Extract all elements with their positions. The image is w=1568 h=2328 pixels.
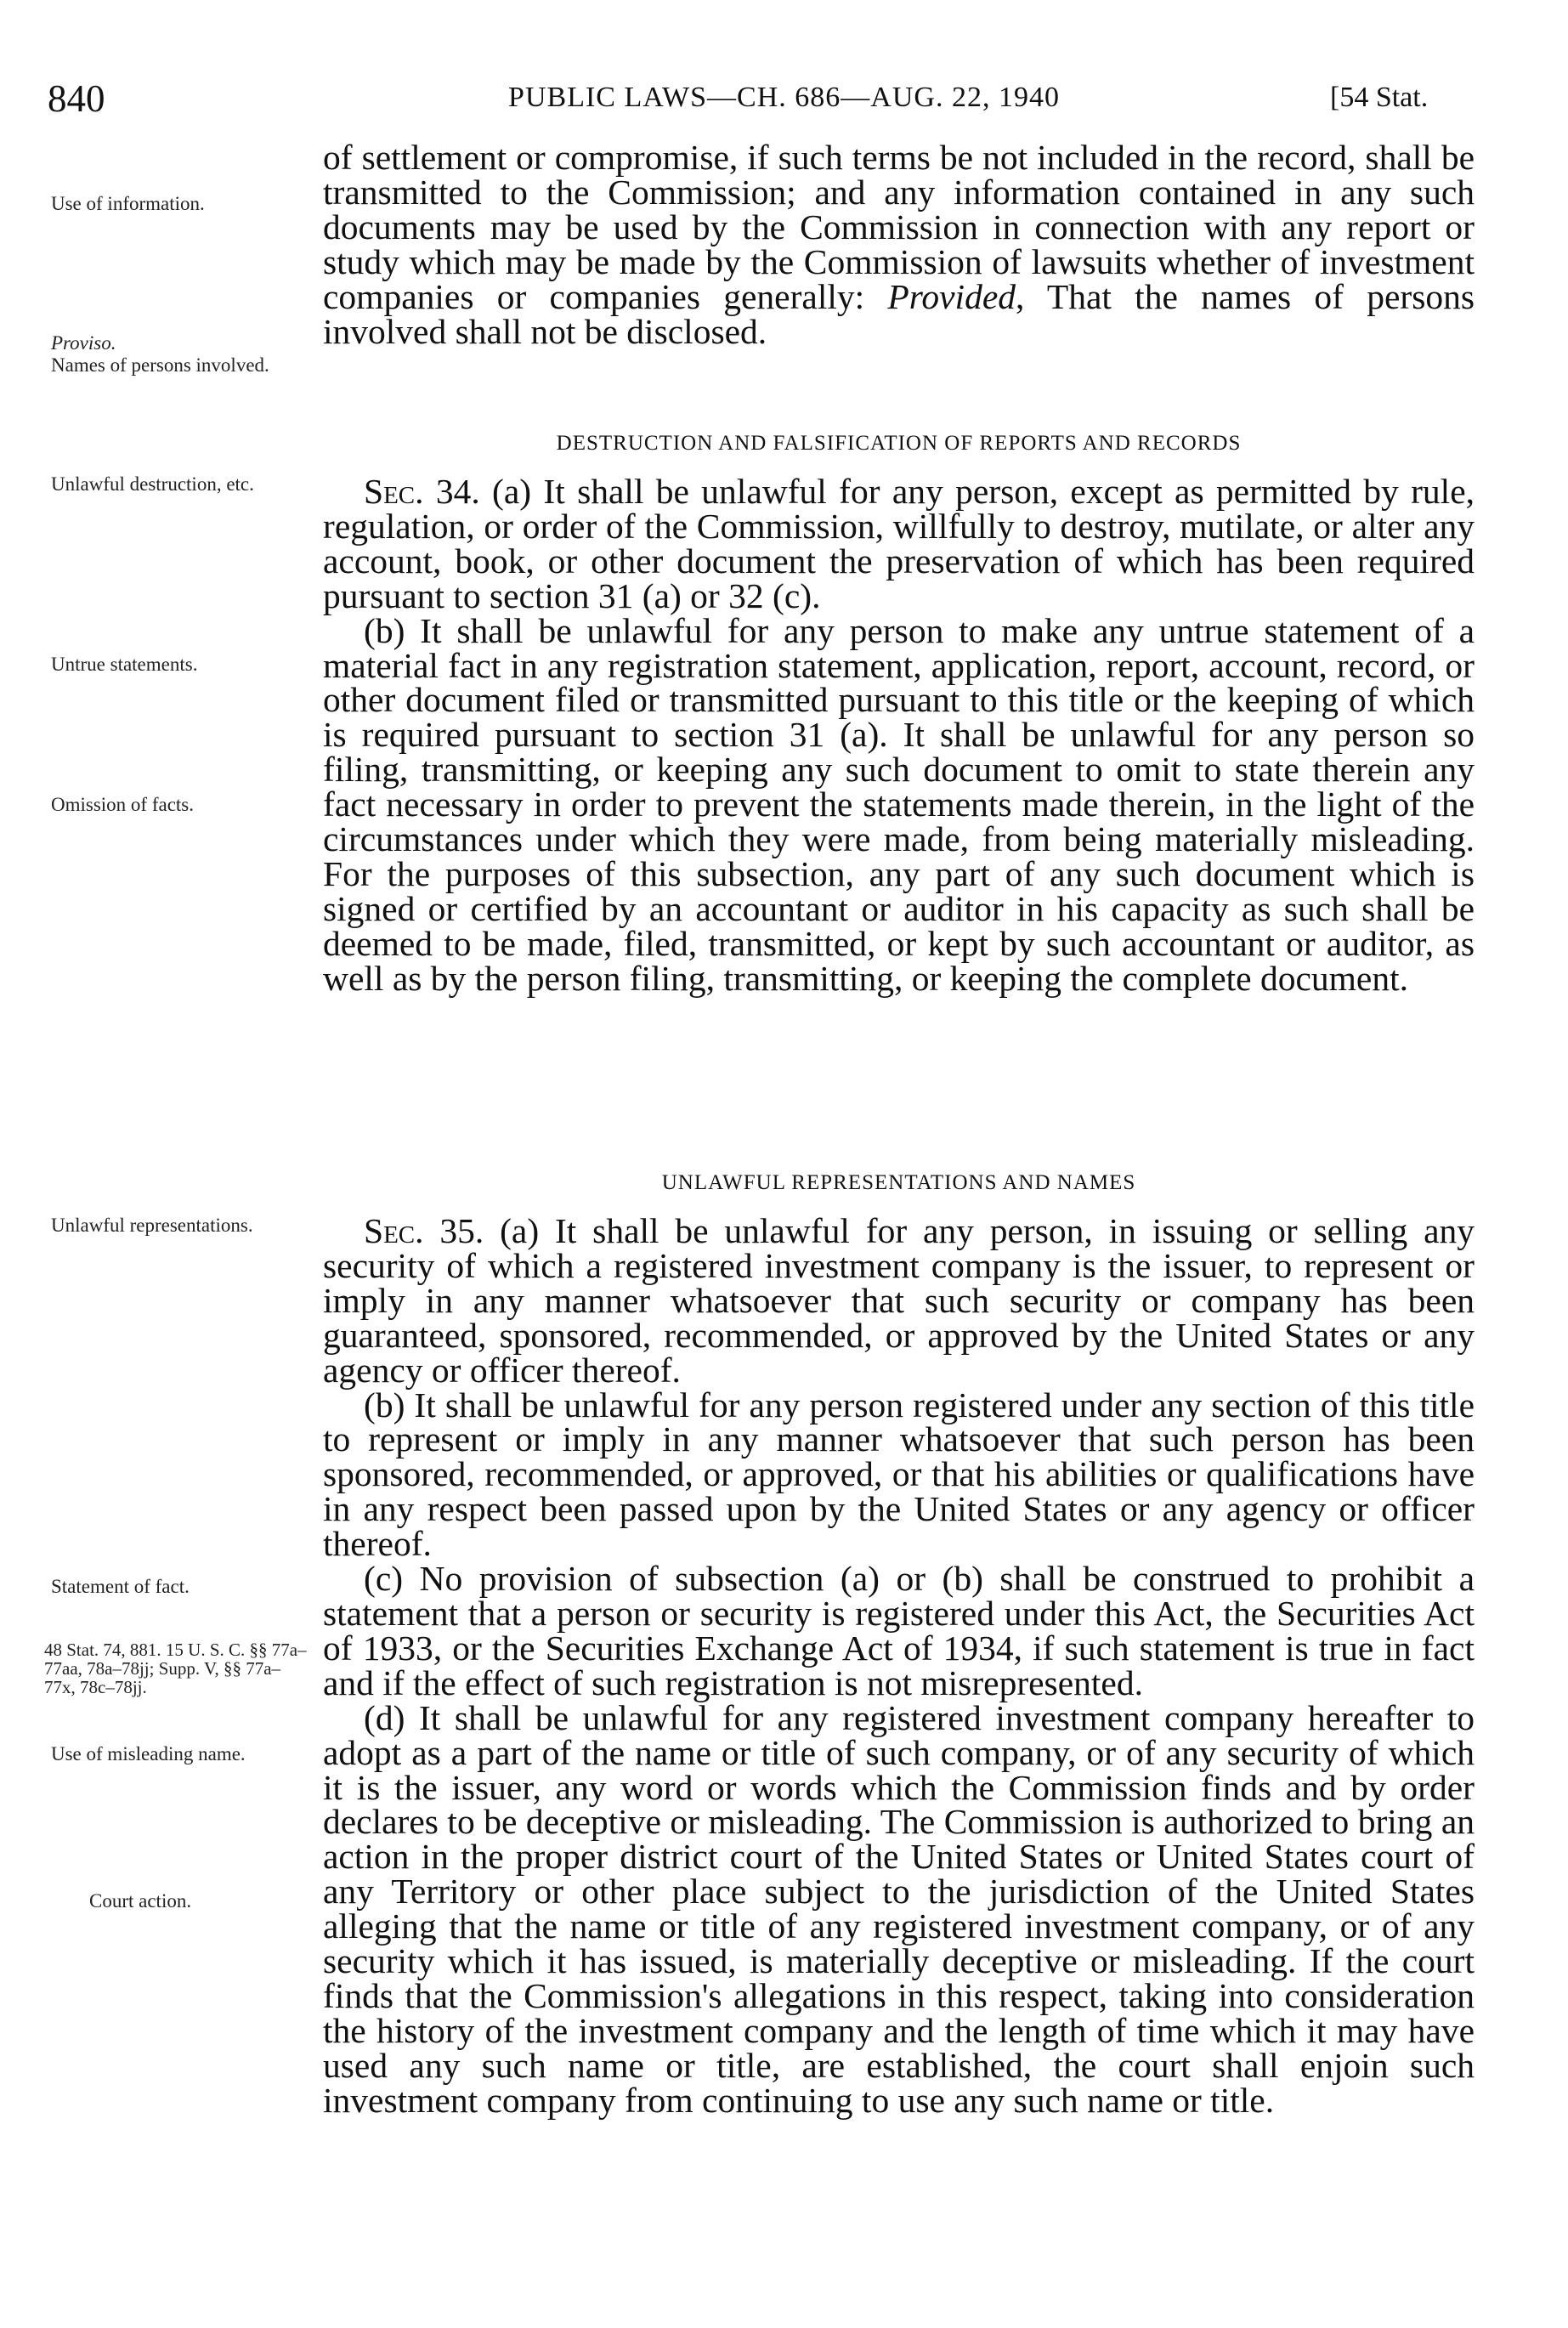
section-34-a (323, 474, 1475, 614)
section-heading-unlawful-representations: UNLAWFUL REPRESENTATIONS AND NAMES (661, 1171, 1136, 1194)
margin-note-proviso: Proviso. (51, 332, 116, 354)
section-35-d: (d) It shall be unlawful for any registered investment company hereafter to adopt as a part of the name or title of such company, or of any security of which it is the issuer, any word or words which the Commission finds and by order declares to be deceptive or misleading. The Commission is authorized to bring an action in the proper district court of the United States or United States court of any Territory or other place subject to the jurisdiction of the United States alleging that the name or title of any registered investment company, or of any security which it has issued, is materially deceptive or misleading. If the court finds that the Commission's allegations in this respect, taking into consideration the history of the investment company and the length of time which it may have used any such name or title, are established, the court shall enjoin such investment company from continuing to use any such name or title. (323, 1697, 1475, 2120)
section-35-label: Sec. 35. (364, 1211, 484, 1250)
proviso-word: Provided (887, 276, 1016, 316)
margin-note-unlawful-destruction: Unlawful destruction, etc. (51, 473, 254, 495)
margin-note-court-action: Court action. (89, 1890, 192, 1912)
margin-note-unlawful-representations: Unlawful representations. (51, 1215, 253, 1236)
running-head: PUBLIC LAWS—CH. 686—AUG. 22, 1940 (508, 82, 1060, 113)
margin-note-omission-of-facts: Omission of facts. (51, 794, 195, 815)
section-35 (323, 1211, 1475, 2120)
section-34-a-text: (a) It shall be unlawful for any person, except as permitted by rule, regulation, or order of the Commission, willfully to destroy, mutilate, or alter any account, book, or other document the preservation of which has been required pursuant to section 31 (a) or 32 (c). (323, 472, 1475, 615)
page-number: 840 (48, 77, 105, 120)
opening-paragraph-text: of settlement or compromise, if such terms be not included in the record, shall be transmitted to the Commission; and any information contained in any such documents may be used by the Commission in connection with any report or study which may be made by the Commission of lawsuits whether of investment companies or companies generally: Provided, That the names of persons involved shall not be disclosed. (323, 138, 1475, 351)
page-header (0, 76, 1568, 127)
section-35-c: (c) No provision of subsection (a) or (b) shall be construed to prohibit a statement that a person or security is registered under this Act, the Securities Act of 1933, or the Securities Exchange Act of 1934, if such statement is true in fact and if the effect of such registration is not misrepresented. (323, 1559, 1475, 1702)
section-35-a-text: (a) It shall be unlawful for any person, in issuing or selling any security of which a registered investment company is the issuer, to represent or imply in any manner whatsoever that such security or company has been guaranteed, sponsored, recommended, or approved by the United States or any agency or officer thereof. (323, 1211, 1475, 1390)
section-35-b: (b) It shall be unlawful for any person registered under any section of this title to represent or imply in any manner whatsoever that such person has been sponsored, recommended, or approved, or that his abilities or qualifications have in any respect been passed upon by the United States or any agency or officer thereof. (323, 1385, 1475, 1564)
section-34 (323, 474, 1475, 996)
section-34-label: Sec. 34. (364, 472, 480, 511)
margin-note-statement-of-fact: Statement of fact. (51, 1576, 190, 1597)
margin-note-names-of-persons: Names of persons involved. (51, 354, 269, 376)
margin-note-use-of-misleading-name: Use of misleading name. (51, 1743, 246, 1764)
section-35-a (323, 1211, 1475, 1390)
opening-paragraph (323, 138, 1475, 351)
margin-note-use-of-information: Use of information. (51, 193, 205, 214)
statute-reference: [54 Stat. (1330, 82, 1429, 113)
section-heading-destruction: DESTRUCTION AND FALSIFICATION OF REPORTS AND RECORDS (556, 432, 1242, 455)
margin-note-untrue-statements: Untrue statements. (51, 654, 198, 675)
margin-note-citation: 48 Stat. 74, 881. 15 U. S. C. §§ 77a–77aa, 78a–78jj; Supp. V, §§ 77a–77x, 78c–78jj. (44, 1640, 307, 1697)
section-34-b: (b) It shall be unlawful for any person to make any untrue statement of a material fact in any registration statement, application, report, account, record, or other document filed or transmitted pursuant to this title or the keeping of which is required pursuant to section 31 (a). It shall be unlawful for any person so filing, transmitting, or keeping any such document to omit to state therein any fact necessary in order to prevent the statements made therein, in the light of the circumstances under which they were made, from being materially misleading. For the purposes of this subsection, any part of any such document which is signed or certified by an accountant or auditor in his capacity as such shall be deemed to be made, filed, transmitted, or kept by such accountant or auditor, as well as by the person filing, transmitting, or keeping the complete document. (323, 610, 1475, 998)
